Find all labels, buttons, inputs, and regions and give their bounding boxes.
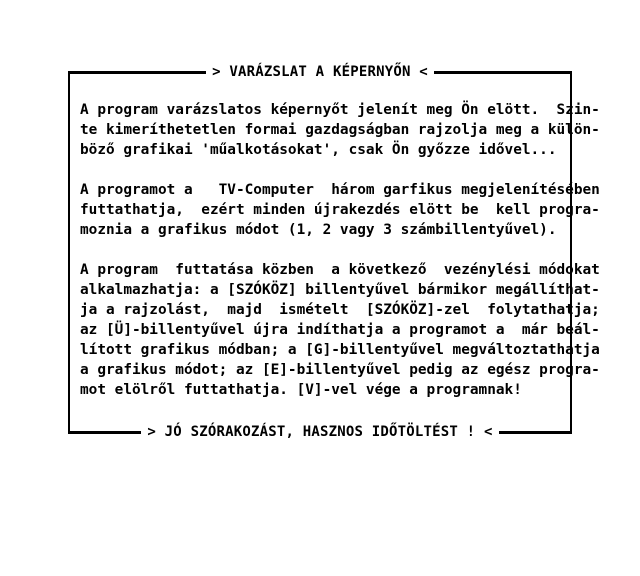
- paragraph-mode-select: [80, 180, 600, 240]
- footer-rule: [68, 421, 572, 443]
- text-line: az [Ü]-billentyűvel újra indíthatja a programot a már beál-: [80, 322, 600, 338]
- text-line: alkalmazhatja: a [SZÓKÖZ] billentyűvel bármikor megállíthat-: [80, 282, 600, 298]
- footer-caption: > JÓ SZÓRAKOZÁST, HASZNOS IDŐTÖLTÉST ! <: [141, 421, 498, 443]
- text-line: A program futtatása közben a következő vezénylési módokat: [80, 262, 600, 278]
- text-line: ja a rajzolást, majd ismételt [SZÓKÖZ]-zel folytathatja;: [80, 302, 600, 318]
- paragraph-intro: [80, 100, 600, 160]
- text-line: A programot a TV-Computer három garfikus megjelenítésében: [80, 182, 600, 198]
- text-line: mot elölről futtathatja. [V]-vel vége a programnak!: [80, 382, 522, 398]
- header-rule: [68, 61, 572, 83]
- text-line: a grafikus módot; az [E]-billentyűvel pedig az egész progra-: [80, 362, 600, 378]
- instructions-text: [80, 100, 600, 420]
- text-line: A program varázslatos képernyőt jelenít meg Ön elött. Szin-: [80, 102, 600, 118]
- page-title: > VARÁZSLAT A KÉPERNYŐN <: [206, 61, 434, 83]
- text-line: böző grafikai 'műalkotásokat', csak Ön győzze idővel...: [80, 142, 557, 158]
- text-line: te kimeríthetetlen formai gazdagságban rajzolja meg a külön-: [80, 122, 600, 138]
- text-line: lított grafikus módban; a [G]-billentyűvel megváltoztathatja: [80, 342, 600, 358]
- paragraph-controls: [80, 260, 600, 400]
- text-line: moznia a grafikus módot (1, 2 vagy 3 számbillentyűvel).: [80, 222, 557, 238]
- text-line: futtathatja, ezért minden újrakezdés elött be kell progra-: [80, 202, 600, 218]
